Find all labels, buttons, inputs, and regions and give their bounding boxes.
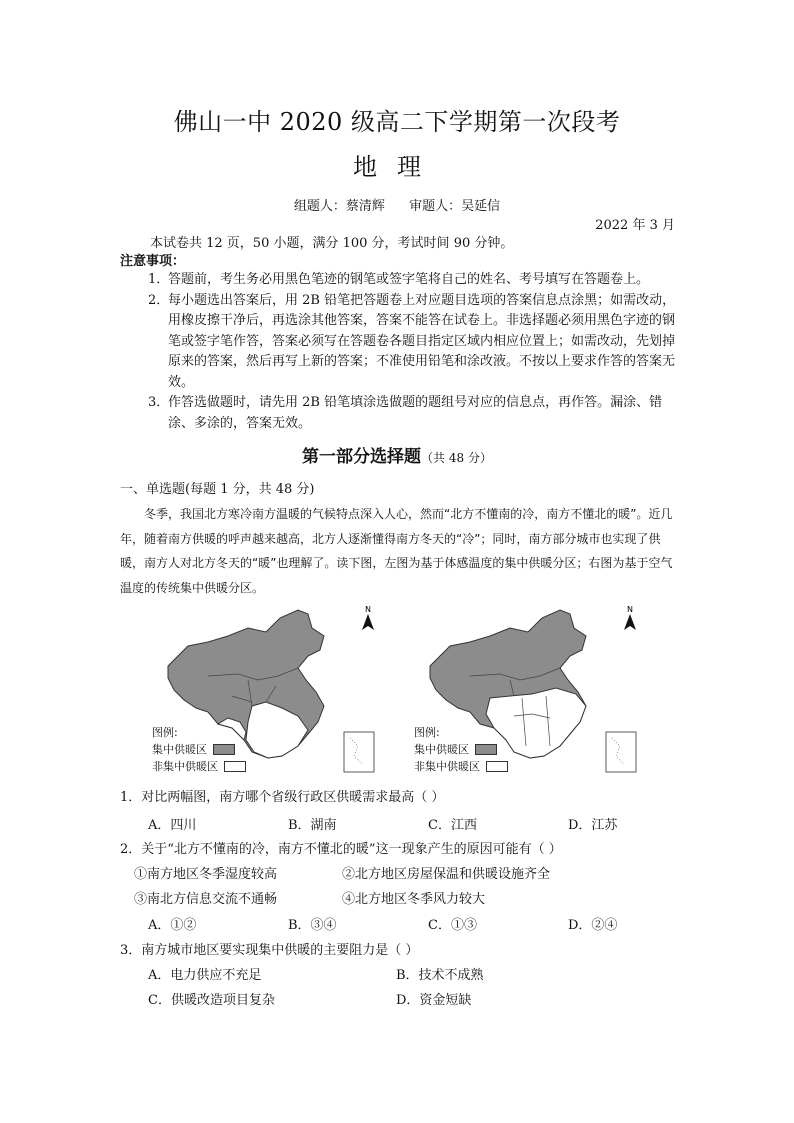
map-right: [410, 606, 642, 776]
intro-text: 本试卷共 12 页，50 小题，满分 100 分，考试时间 90 分钟。: [150, 236, 514, 251]
notice-num: 1．: [148, 272, 170, 287]
legend-label: 集中供暖区: [414, 743, 469, 756]
section-score: （共 48 分）: [421, 451, 492, 465]
option[interactable]: C．供暖改造项目复杂: [148, 993, 275, 1008]
notice-text: 作答选做题时，请先用 2B 铅笔填涂选做题的题组号对应的信息点，再作答。漏涂、错涂、多涂的，答案无效。: [168, 395, 663, 431]
legend-swatch-central: [475, 744, 497, 755]
legend-label: 非集中供暖区: [152, 760, 218, 773]
section-title: [0, 442, 794, 467]
option[interactable]: A．①②: [148, 918, 197, 933]
notice-num: 3．: [148, 395, 170, 410]
option[interactable]: D．资金短缺: [396, 993, 472, 1008]
part-title: 一、单选题(每题 1 分，共 48 分): [120, 482, 315, 497]
option[interactable]: C．①③: [428, 918, 477, 933]
legend-row-noncentral: [414, 758, 508, 775]
option[interactable]: D．江苏: [568, 818, 618, 833]
exam-title: 佛山一中 2020 级高二下学期第一次段考: [173, 108, 621, 136]
question-2-stem: 2．关于“北方不懂南的冷，南方不懂北的暖”这一现象产生的原因可能有（ ）: [120, 842, 562, 857]
legend-label: 集中供暖区: [152, 743, 207, 756]
legend-row-central: [152, 741, 246, 758]
option[interactable]: A．电力供应不充足: [148, 968, 262, 983]
exam-date: 2022 年 3 月: [595, 218, 675, 233]
notice-item: [148, 393, 678, 434]
legend-swatch-noncentral: [486, 761, 508, 772]
question-3-options-row2: [148, 989, 471, 1008]
question-1-options: [148, 814, 708, 833]
statement: ③南北方信息交流不通畅: [134, 892, 278, 907]
legend-label: 非集中供暖区: [414, 760, 480, 773]
legend-row-central: [414, 741, 508, 758]
legend-swatch-noncentral: [224, 761, 246, 772]
question-1-stem: 1．对比两幅图，南方哪个省级行政区供暖需求最高（ ）: [120, 790, 445, 805]
notice-text: 每小题选出答案后，用 2B 铅笔把答题卷上对应题目选项的答案信息点涂黑；如需改动，用橡皮擦干净后，再选涂其他答案，答案不能答在试卷上。非选择题必须用黑色字迹的钢笔或签字笔作答，答案必须写在答题卷各题目指定区域内相应位置上；如需改动，先划掉原来的答案，然后再写上新的答案；不准使用铅笔和涂改液。不按以上要求作答的答案无效。: [168, 292, 676, 390]
option[interactable]: A．四川: [148, 818, 197, 833]
option[interactable]: B．湖南: [288, 818, 337, 833]
option[interactable]: B．技术不成熟: [396, 968, 484, 983]
notice-list: [148, 270, 678, 434]
legend-title: 图例:: [414, 726, 440, 739]
notice-num: 2．: [148, 292, 170, 308]
north-label: N: [627, 606, 633, 614]
question-3-options-row1: [148, 964, 484, 983]
map-left: [148, 606, 380, 776]
notice-item: [148, 291, 678, 394]
question-2-statements-row2: [134, 888, 485, 907]
question-2-options: [148, 914, 708, 933]
notice-item: [148, 270, 678, 291]
statement: ④北方地区冬季风力较大: [342, 892, 486, 907]
question-3-stem: 3．南方城市地区要实现集中供暖的主要阻力是（ ）: [120, 943, 419, 958]
reading-passage: 冬季，我国北方寒冷南方温暖的气候特点深入人心，然而“北方不懂南的冷，南方不懂北的暖”。近几年，随着南方供暖的呼声越来越高，北方人逐渐懂得南方冬天的“冷”；同时，南方部分城市也实现了供暖，南方人对北方冬天的“暖”也理解了。读下图，左图为基于体感温度的集中供暖分区；右图为基于空气温度的传统集中供暖分区。: [120, 507, 673, 595]
option[interactable]: D．②④: [568, 918, 618, 933]
notice-title: 注意事项：: [120, 254, 186, 269]
option[interactable]: C．江西: [428, 818, 477, 833]
map-legend: [152, 724, 246, 775]
question-2-statements-row1: [134, 863, 550, 882]
north-label: N: [365, 606, 371, 614]
statement: ②北方地区房屋保温和供暖设施齐全: [342, 867, 551, 882]
legend-swatch-central: [213, 744, 235, 755]
north-arrow-icon: [624, 614, 636, 630]
map-legend: [414, 724, 508, 775]
authors-line: [0, 195, 794, 214]
setter: 组题人：蔡清辉: [293, 199, 385, 214]
option[interactable]: B．③④: [288, 918, 337, 933]
legend-row-noncentral: [152, 758, 246, 775]
statement: ①南方地区冬季湿度较高: [134, 867, 278, 882]
section-name: 第一部分选择题: [302, 447, 422, 467]
subject-title: 地理: [353, 153, 441, 181]
north-arrow-icon: [362, 614, 374, 630]
notice-text: 答题前，考生务必用黑色笔迹的钢笔或签字笔将自己的姓名、考号填写在答题卷上。: [168, 272, 650, 287]
reviewer: 审题人：吴延信: [409, 199, 501, 214]
legend-title: 图例:: [152, 726, 178, 739]
